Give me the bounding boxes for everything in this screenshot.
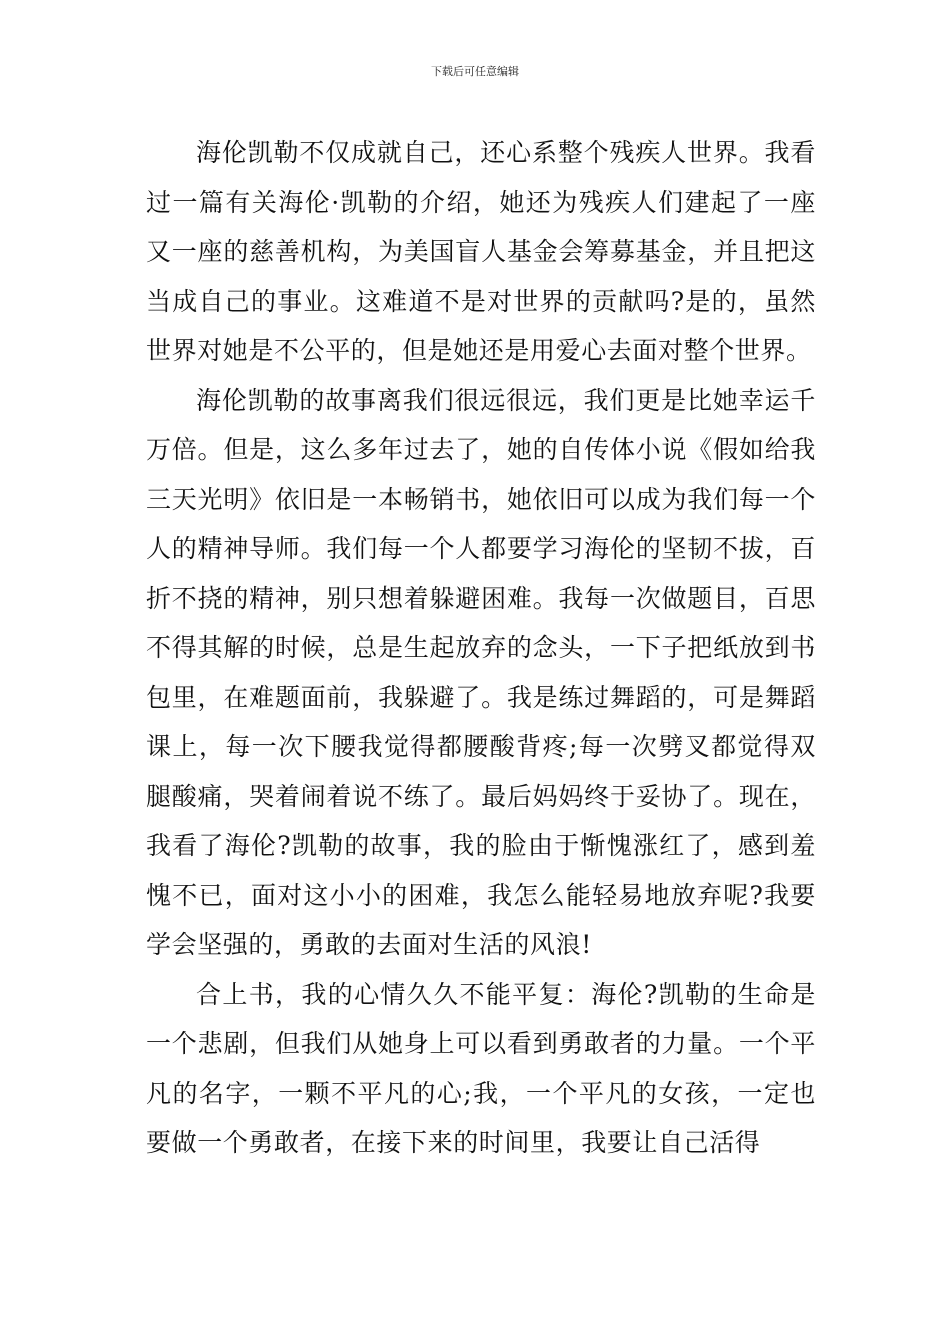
page-header-note: 下载后可任意编辑 (431, 65, 519, 78)
paragraph-2: 海伦凯勒的故事离我们很远很远，我们更是比她幸运千万倍。但是，这么多年过去了，她的自传体小说《假如给我三天光明》依旧是一本畅销书，她依旧可以成为我们每一个人的精神导师。我们每一个人都要学习海伦的坚韧不拔，百折不挠的精神，别只想着躲避困难。我每一次做题目，百思不得其解的时候，总是生起放弃的念头，一下子把纸放到书包里，在难题面前，我躲避了。我是练过舞蹈的，可是舞蹈课上，每一次下腰我觉得都腰酸背疼;每一次劈叉都觉得双腿酸痛，哭着闹着说不练了。最后妈妈终于妥协了。现在，我看了海伦?凯勒的故事，我的脸由于惭愧涨红了，感到羞愧不已，面对这小小的困难，我怎么能轻易地放弃呢?我要学会坚强的，勇敢的去面对生活的风浪! (146, 385, 816, 959)
document-body (146, 128, 816, 1168)
paragraph-1: 海伦凯勒不仅成就自己，还心系整个残疾人世界。我看过一篇有关海伦·凯勒的介绍，她还为残疾人们建起了一座又一座的慈善机构，为美国盲人基金会筹募基金，并且把这当成自己的事业。这难道不是对世界的贡献吗?是的，虽然世界对她是不公平的，但是她还是用爱心去面对整个世界。 (146, 138, 816, 365)
paragraph-3: 合上书，我的心情久久不能平复：海伦?凯勒的生命是一个悲剧，但我们从她身上可以看到勇敢者的力量。一个平凡的名字，一颗不平凡的心;我，一个平凡的女孩，一定也要做一个勇敢者，在接下来的时间里，我要让自己活得 (146, 979, 816, 1157)
